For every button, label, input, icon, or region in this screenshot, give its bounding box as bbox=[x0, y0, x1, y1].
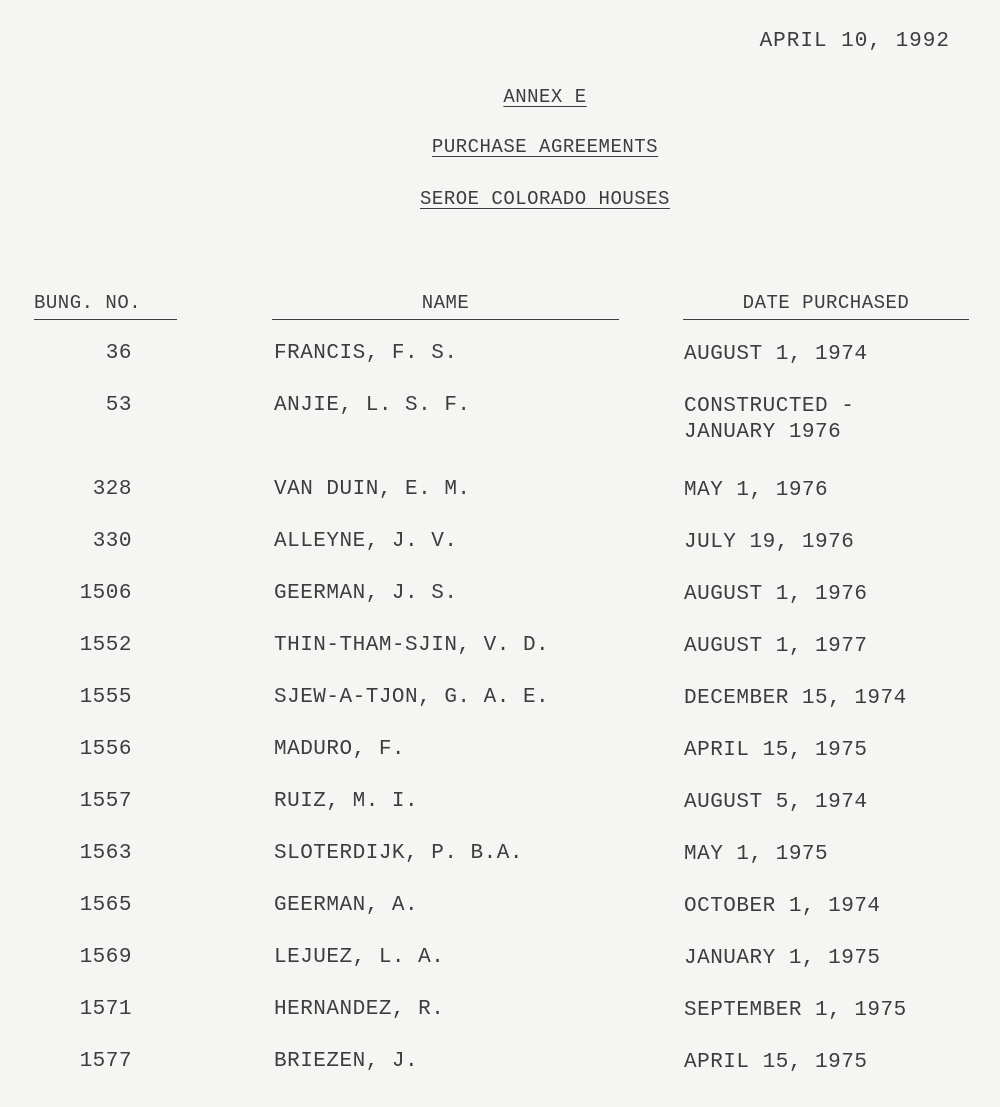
table-row bbox=[0, 894, 1000, 946]
title-annex bbox=[45, 86, 1000, 108]
bung-no-cell: 328 bbox=[92, 478, 132, 501]
date-cell: OCTOBER 1, 1974 bbox=[684, 895, 881, 918]
name-cell: LEJUEZ, L. A. bbox=[274, 946, 445, 969]
date-cell: SEPTEMBER 1, 1975 bbox=[684, 999, 907, 1022]
bung-no-cell: 1552 bbox=[79, 634, 132, 657]
bung-no-cell: 1569 bbox=[79, 946, 132, 969]
date-cell: MAY 1, 1976 bbox=[684, 479, 829, 502]
date-cell: MAY 1, 1975 bbox=[684, 843, 829, 866]
name-cell: THIN-THAM-SJIN, V. D. bbox=[274, 634, 550, 657]
header-bung-no: BUNG. NO. bbox=[34, 292, 177, 320]
table-row bbox=[0, 478, 1000, 530]
bung-no-cell: 1571 bbox=[79, 998, 132, 1021]
bung-no-cell: 1557 bbox=[79, 790, 132, 813]
date-cell: DECEMBER 15, 1974 bbox=[684, 687, 907, 710]
table-row bbox=[0, 394, 1000, 478]
date-cell: APRIL 15, 1975 bbox=[684, 739, 868, 762]
table-row bbox=[0, 634, 1000, 686]
name-cell: MADURO, F. bbox=[274, 738, 406, 761]
table-row bbox=[0, 738, 1000, 790]
name-cell: HERNANDEZ, R. bbox=[274, 998, 445, 1021]
bung-no-cell: 1506 bbox=[79, 582, 132, 605]
bung-no-cell: 1565 bbox=[79, 894, 132, 917]
date-cell: JULY 19, 1976 bbox=[684, 531, 855, 554]
table-row bbox=[0, 686, 1000, 738]
header-date-purchased: DATE PURCHASED bbox=[683, 292, 969, 320]
table-row bbox=[0, 790, 1000, 842]
name-cell: GEERMAN, J. S. bbox=[274, 582, 458, 605]
date-cell: APRIL 15, 1975 bbox=[684, 1051, 868, 1074]
bung-no-cell: 330 bbox=[92, 530, 132, 553]
table-row bbox=[0, 842, 1000, 894]
table-row bbox=[0, 1050, 1000, 1102]
table-row bbox=[0, 342, 1000, 394]
date-cell: AUGUST 1, 1974 bbox=[684, 343, 868, 366]
name-cell: SJEW-A-TJON, G. A. E. bbox=[274, 686, 550, 709]
title-purchase-agreements bbox=[45, 136, 1000, 158]
name-cell: GEERMAN, A. bbox=[274, 894, 419, 917]
purchase-table-body bbox=[0, 342, 1000, 1102]
bung-no-cell: 1556 bbox=[79, 738, 132, 761]
name-cell: ANJIE, L. S. F. bbox=[274, 394, 471, 417]
date-cell: AUGUST 1, 1977 bbox=[684, 635, 868, 658]
bung-no-cell: 1555 bbox=[79, 686, 132, 709]
title-houses-text: SEROE COLORADO HOUSES bbox=[420, 188, 670, 210]
name-cell: SLOTERDIJK, P. B.A. bbox=[274, 842, 523, 865]
table-row bbox=[0, 530, 1000, 582]
date-cell: CONSTRUCTED - JANUARY 1976 bbox=[684, 395, 855, 444]
title-annex-text: ANNEX E bbox=[503, 86, 587, 108]
name-cell: VAN DUIN, E. M. bbox=[274, 478, 471, 501]
header-name: NAME bbox=[272, 292, 619, 320]
date-cell: AUGUST 5, 1974 bbox=[684, 791, 868, 814]
name-cell: ALLEYNE, J. V. bbox=[274, 530, 458, 553]
name-cell: FRANCIS, F. S. bbox=[274, 342, 458, 365]
name-cell: BRIEZEN, J. bbox=[274, 1050, 419, 1073]
name-cell: RUIZ, M. I. bbox=[274, 790, 419, 813]
date-cell: AUGUST 1, 1976 bbox=[684, 583, 868, 606]
bung-no-cell: 53 bbox=[105, 394, 132, 417]
bung-no-cell: 1563 bbox=[79, 842, 132, 865]
date-cell: JANUARY 1, 1975 bbox=[684, 947, 881, 970]
bung-no-cell: 36 bbox=[105, 342, 132, 365]
table-row bbox=[0, 998, 1000, 1050]
table-row bbox=[0, 582, 1000, 634]
bung-no-cell: 1577 bbox=[79, 1050, 132, 1073]
title-houses bbox=[45, 188, 1000, 210]
title-purchase-agreements-text: PURCHASE AGREEMENTS bbox=[431, 136, 659, 158]
table-row bbox=[0, 946, 1000, 998]
document-date: APRIL 10, 1992 bbox=[759, 30, 950, 53]
